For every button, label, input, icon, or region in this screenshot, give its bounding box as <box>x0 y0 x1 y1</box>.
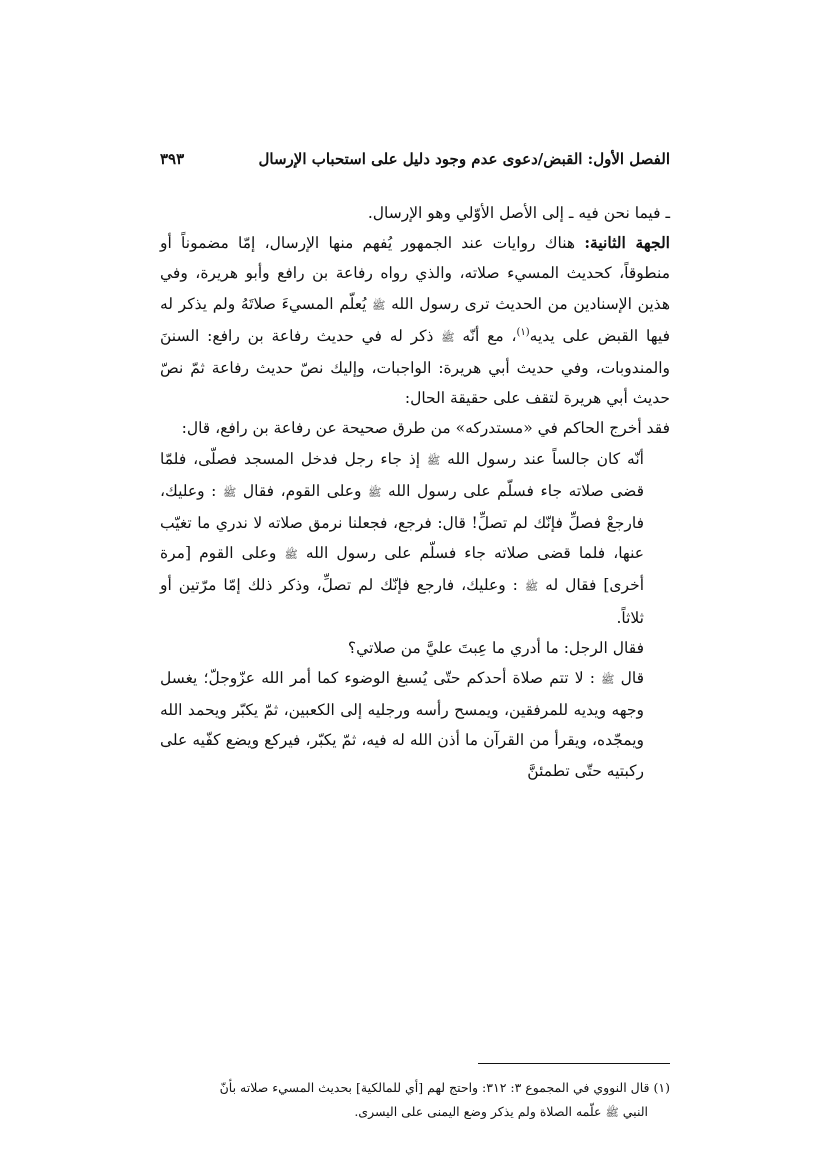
footnote-ref[interactable]: (١) <box>516 326 530 338</box>
salla-glyph: ﷺ <box>524 580 539 594</box>
salla-glyph: ﷺ <box>601 673 615 687</box>
paragraph-continuation: ـ فيما نحن فيه ـ إلى الأصل الأوّلي وهو الإرسال. <box>367 204 670 222</box>
running-header <box>160 150 670 168</box>
salla-glyph: ﷺ <box>372 298 386 312</box>
hadith-quote-question: فقال الرجل: ما أدري ما عِبتَ عليَّ من صلاتي؟ <box>347 638 644 657</box>
paragraph-second-aspect: الجهة الثانية: هناك روايات عند الجمهور يُفهم منها الإرسال، إمّا مضموناً أو منطوقاً، كحديث المسيء صلاته، والذي رواه رفاعة بن رافع وأبو هريرة، وفي هذين الإسنادين من الحديث ترى رسول الله ﷺ يُعلّم المسيءَ صلاتَهُ ولم يذكر له فيها القبض على يديه$^{(١)}$، مع أنّه ﷺ ذكر له في حديث رفاعة بن رافع: السننَ والمندوبات، وفي حديث أبي هريرة: الواجبات، وإليك نصّ حديث رفاعة ثمّ نصّ حديث أبي هريرة لتقف على حقيقة الحال: <box>160 233 671 408</box>
hadith-quote-answer: قال ﷺ : لا تتم صلاة أحدكم حتّى يُسبغ الوضوء كما أمر الله عزّوجلّ؛ يغسل وجهه ويديه للمرفقين، ويمسح رأسه ورجليه إلى الكعبين، ثمّ يكبّر ويحمد الله ويمجّده، ويقرأ من القرآن ما أذن الله له فيه، ثمّ يكبّر، فيركع ويضع كفّيه على ركبتيه حتّى تطمئنَّ <box>160 669 644 780</box>
footnote <box>160 1076 670 1125</box>
page-number: ٣٩٣ <box>160 150 185 168</box>
main-text <box>160 198 670 786</box>
footnote-line: النبي ﷺ علّمه الصلاة ولم يذكر وضع اليمنى على اليسرى. <box>354 1104 648 1119</box>
salla-glyph: ﷺ <box>222 485 237 499</box>
footnote-line: (١) قال النووي في المجموع ٣: ٣١٢: واحتج لهم [أي للمالكية] بحديث المسيء صلاته بأنّ <box>219 1080 670 1095</box>
salla-glyph: ﷺ <box>426 453 441 467</box>
hadith-quote: أنّه كان جالساً عند رسول الله ﷺ إذ جاء رجل فدخل المسجد فصلّى، فلمّا قضى صلاته جاء فسلّم على رسول الله ﷺ وعلى القوم، فقال ﷺ : وعليك، فارجعْ فصلِّ فإنّك لم تصلِّ! قال: فرجع، فجعلنا نرمق صلاته لا ندري ما تغيّب عنها، فلما قضى صلاته جاء فسلّم على رسول الله ﷺ وعلى القوم [مرة أخرى] فقال له ﷺ : وعليك، فارجع فإنّك لم تصلِّ، وذكر ذلك إمّا مرّتين أو ثلاثاً. <box>160 449 644 627</box>
chapter-title: الفصل الأول: القبض/دعوى عدم وجود دليل على استحباب الإرسال <box>258 150 670 168</box>
salla-glyph: ﷺ <box>441 330 455 344</box>
paragraph-source: فقد أخرج الحاكم في «مستدركه» من طرق صحيحة عن رفاعة بن رافع، قال: <box>181 419 670 438</box>
footnote-divider <box>478 1063 670 1064</box>
salla-glyph: ﷺ <box>605 1106 619 1119</box>
section-lead: الجهة الثانية: <box>584 233 670 253</box>
salla-glyph: ﷺ <box>368 485 382 499</box>
salla-glyph: ﷺ <box>284 548 298 562</box>
